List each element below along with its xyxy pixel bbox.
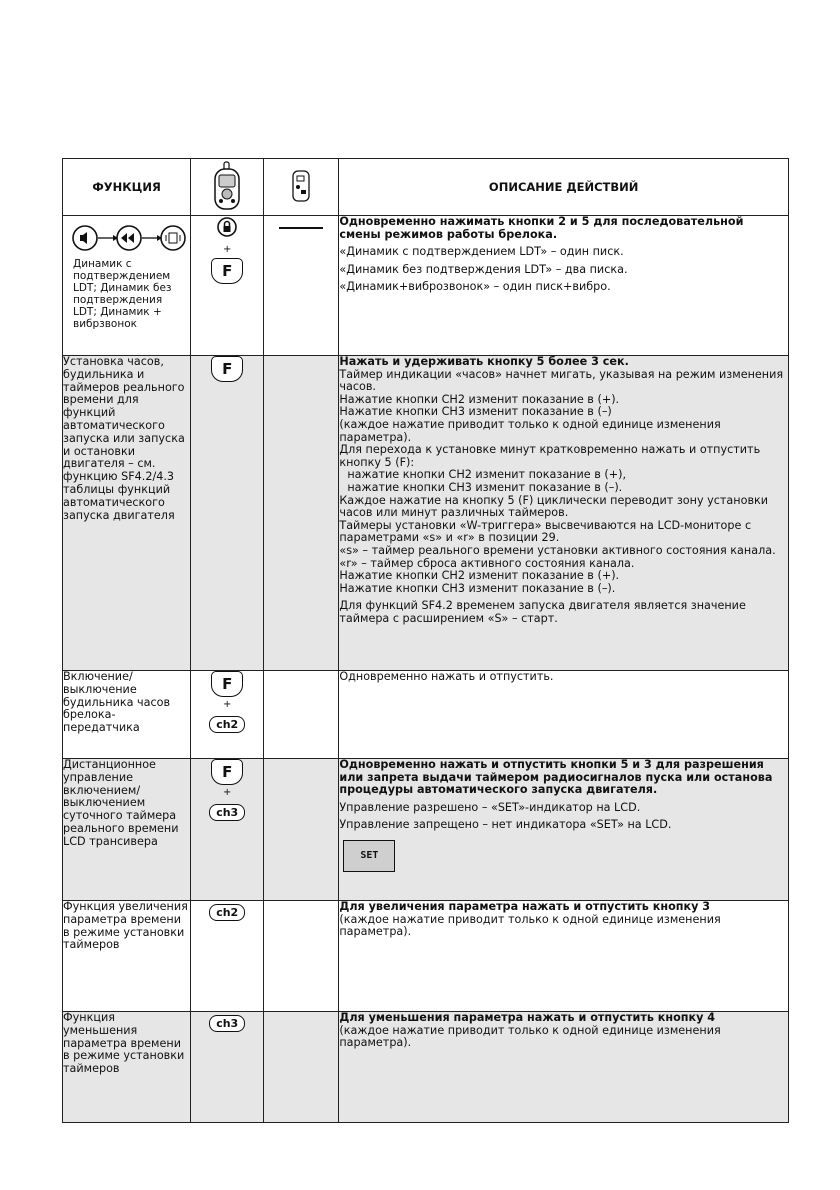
car-remote-lcd-icon (210, 161, 244, 211)
description-cell (339, 356, 789, 671)
modes-label: Динамик с подтверждением LDT; Динамик без подтверждения LDT; Динамик + вибрзвонок (73, 258, 172, 330)
desc-line: Таймер индикации «часов» начнет мигать, указывая на режим изменения часов. (339, 367, 784, 394)
f-button-icon: F (211, 759, 243, 785)
desc-line: Таймеры установки «W-триггера» высвечиваются на LCD-мониторе с параметрами «s» и «r» в позиции 29. (339, 518, 752, 545)
desc-line: «Динамик с подтверждением LDT» – один писк. (339, 245, 624, 259)
desc-line: (каждое нажатие приводит только к одной единице изменения параметра). (339, 417, 721, 444)
desc-line: «s» – таймер реального времени установки активного состояния канала. (339, 543, 776, 557)
desc-bold: Для увеличения параметра нажать и отпустить кнопку 3 (339, 900, 711, 913)
remote2-cell (264, 671, 339, 759)
modes-cell (63, 216, 191, 356)
f-button-icon: F (211, 671, 243, 697)
car-remote-small-icon (264, 159, 339, 216)
lock-button-icon (216, 216, 238, 238)
functions-table (62, 158, 789, 1123)
header-description: ОПИСАНИЕ ДЕЙСТВИЙ (339, 159, 789, 216)
desc-line: (каждое нажатие приводит только к одной единице изменения параметра). (339, 1023, 721, 1050)
f-button-icon: F (211, 258, 243, 284)
table-row (63, 216, 789, 356)
function-cell: Дистанционное управление включением/ выключением суточного таймера реального времени LCD трансивера (63, 759, 191, 901)
desc-line: «Динамик без подтверждения LDT» – два писка. (339, 262, 628, 276)
table-row (63, 671, 789, 759)
car-remote-lcd-icon (191, 159, 264, 216)
table-row (63, 759, 789, 901)
function-cell: Функция увеличения параметра времени в режиме установки таймеров (63, 901, 191, 1012)
not-applicable-dash (279, 227, 323, 229)
desc-bold: Одновременно нажать и отпустить кнопки 5 и 3 для разрешения или запрета выдачи таймером радиосигналов пуска или останова процедуры автоматического запуска двигателя. (339, 758, 773, 797)
desc-bold: Нажать и удерживать кнопку 5 более 3 сек. (339, 355, 629, 368)
plus-sign: + (223, 787, 232, 798)
description-cell (339, 759, 789, 901)
desc-line: Управление запрещено – нет индикатора «SET» на LCD. (339, 818, 672, 832)
car-remote-small-icon (290, 169, 312, 203)
buttons-cell (191, 759, 264, 901)
remote2-cell (264, 901, 339, 1012)
table-row (63, 356, 789, 671)
description-cell (339, 216, 789, 356)
desc-line: Одновременно нажать и отпустить. (339, 670, 554, 683)
table-row (63, 1012, 789, 1123)
remote2-cell (264, 216, 339, 356)
f-button-icon: F (211, 356, 243, 382)
desc-line: Нажатие кнопки CH2 изменит показание в (+). (339, 569, 620, 583)
buttons-cell (191, 216, 264, 356)
function-cell: Функция уменьшения параметра времени в режиме установки таймеров (63, 1012, 191, 1123)
description-cell (339, 671, 789, 759)
mode-sequence-diagram (71, 224, 189, 256)
ch3-button-icon: ch3 (209, 1015, 245, 1032)
plus-sign: + (223, 244, 232, 255)
desc-line: «r» – таймер сброса активного состояния канала. (339, 556, 635, 570)
buttons-cell (191, 671, 264, 759)
desc-line: Для перехода к установке минут кратковременно нажать и отпустить кнопку 5 (F): (339, 443, 761, 469)
desc-line: «Динамик+виброзвонок» – один писк+вибро. (339, 280, 611, 294)
ch2-button-icon: ch2 (209, 716, 245, 733)
buttons-cell (191, 901, 264, 1012)
set-indicator-icon: SET (343, 840, 395, 872)
desc-bold: Одновременно нажимать кнопки 2 и 5 для последовательной смены режимов работы брелока. (339, 215, 744, 241)
desc-line: Нажатие кнопки CH3 изменит показание в (–). (339, 581, 616, 595)
description-cell (339, 1012, 789, 1123)
plus-sign: + (223, 699, 232, 710)
desc-bold: Для уменьшения параметра нажать и отпустить кнопку 4 (339, 1011, 716, 1024)
desc-line: нажатие кнопки CH2 изменит показание в (+), (347, 468, 627, 482)
desc-line: Нажатие кнопки CH2 изменит показание в (+). (339, 392, 620, 406)
remote2-cell (264, 1012, 339, 1123)
remote2-cell (264, 356, 339, 671)
buttons-cell (191, 356, 264, 671)
function-cell: Включение/ выключение будильника часов брелока-передатчика (63, 671, 191, 759)
desc-line: Управление разрешено – «SET»-индикатор на LCD. (339, 800, 641, 814)
table-row (63, 901, 789, 1012)
desc-line: Нажатие кнопки CH3 изменит показание в (–) (339, 405, 612, 419)
ch3-button-icon: ch3 (209, 804, 245, 821)
description-cell (339, 901, 789, 1012)
buttons-cell (191, 1012, 264, 1123)
desc-line: нажатие кнопки CH3 изменит показание в (–). (347, 480, 623, 494)
header-function: ФУНКЦИЯ (63, 159, 191, 216)
remote2-cell (264, 759, 339, 901)
table-header-row (63, 159, 789, 216)
function-cell: Установка часов, будильника и таймеров реального времени для функций автоматического запуска или запуска и остановки двигателя – см. функцию SF4.2/4.3 таблицы функций автоматического запуска двигателя (63, 356, 191, 671)
desc-line: Для функций SF4.2 временем запуска двигателя является значение таймера с расширением «S» – старт. (339, 599, 746, 625)
ch2-button-icon: ch2 (209, 904, 245, 921)
desc-line: (каждое нажатие приводит только к одной единице изменения параметра). (339, 912, 721, 939)
desc-line: Каждое нажатие на кнопку 5 (F) циклически переводит зону установки часов или минут различных таймеров. (339, 493, 769, 520)
